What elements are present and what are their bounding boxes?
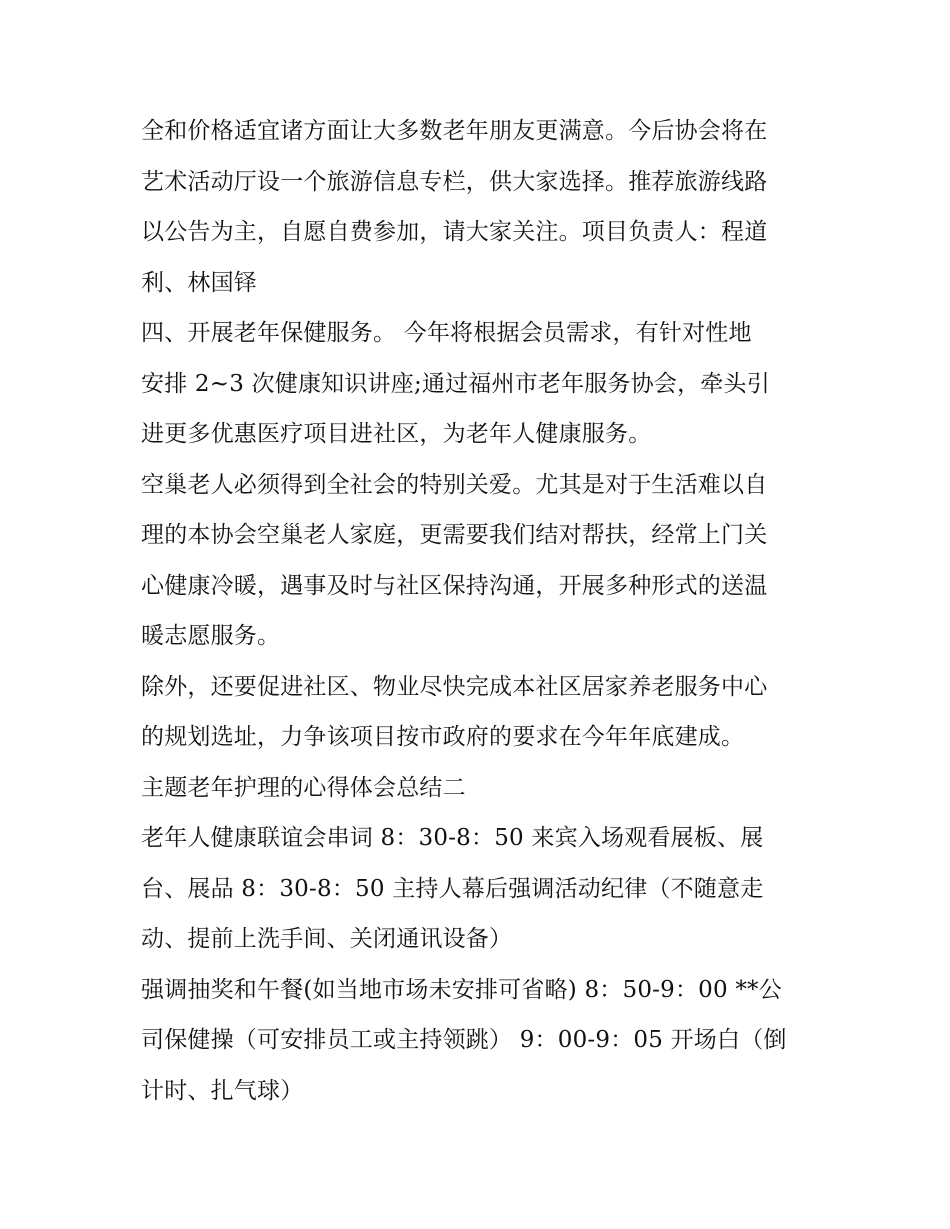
paragraph-empty-nest-care [141, 460, 821, 662]
paragraph-event-schedule [141, 965, 821, 1117]
text-line: 理的本协会空巢老人家庭，更需要我们结对帮扶，经常上门关 [141, 522, 768, 548]
text-line: 司保健操（可安排员工或主持领跳） 9：00-9：05 开场白（倒 [141, 1027, 787, 1053]
heading-line: 主题老年护理的心得体会总结二 [141, 774, 466, 801]
text-line: 四、开展老年保健服务。 今年将根据会员需求，有针对性地 [141, 320, 752, 346]
text-line: 利、林国铎 [141, 269, 257, 296]
text-line: 全和价格适宜诸方面让大多数老年朋友更满意。今后协会将在 [141, 118, 768, 144]
text-line: 进更多优惠医疗项目进社区，为老年人健康服务。 [141, 421, 652, 447]
text-line: 空巢老人必须得到全社会的特别关爱。尤其是对于生活难以自 [141, 471, 768, 498]
paragraph-elderly-center [141, 662, 821, 763]
section-heading [141, 763, 821, 814]
text-line: 除外，还要促进社区、物业尽快完成本社区居家养老服务中心 [141, 673, 768, 700]
text-line: 心健康冷暖，遇事及时与社区保持沟通，开展多种形式的送温 [141, 572, 768, 599]
text-line: 艺术活动厅设一个旅游信息专栏，供大家选择。推荐旅游线路 [141, 168, 768, 195]
text-line: 以公告为主，自愿自费参加，请大家关注。项目负责人：程道 [141, 219, 768, 245]
text-line: 台、展品 8：30-8：50 主持人幕后强调活动纪律（不随意走 [141, 875, 764, 902]
text-line: 安排 2~3 次健康知识讲座;通过福州市老年服务协会，牵头引 [141, 370, 770, 397]
text-line: 强调抽奖和午餐(如当地市场未安排可省略) 8：50-9：00 **公 [141, 976, 782, 1003]
text-line: 老年人健康联谊会串词 8：30-8：50 来宾入场观看展板、展 [141, 825, 764, 851]
text-line: 的规划选址，力争该项目按市政府的要求在今年年底建成。 [141, 724, 745, 750]
text-line: 动、提前上洗手间、关闭通讯设备） [141, 926, 513, 952]
paragraph-event-script [141, 813, 821, 965]
paragraph-travel-info [141, 106, 821, 308]
document-body [141, 106, 821, 1116]
text-line: 计时、扎气球） [141, 1077, 304, 1104]
text-line: 暖志愿服务。 [141, 623, 281, 649]
paragraph-health-service [141, 308, 821, 460]
